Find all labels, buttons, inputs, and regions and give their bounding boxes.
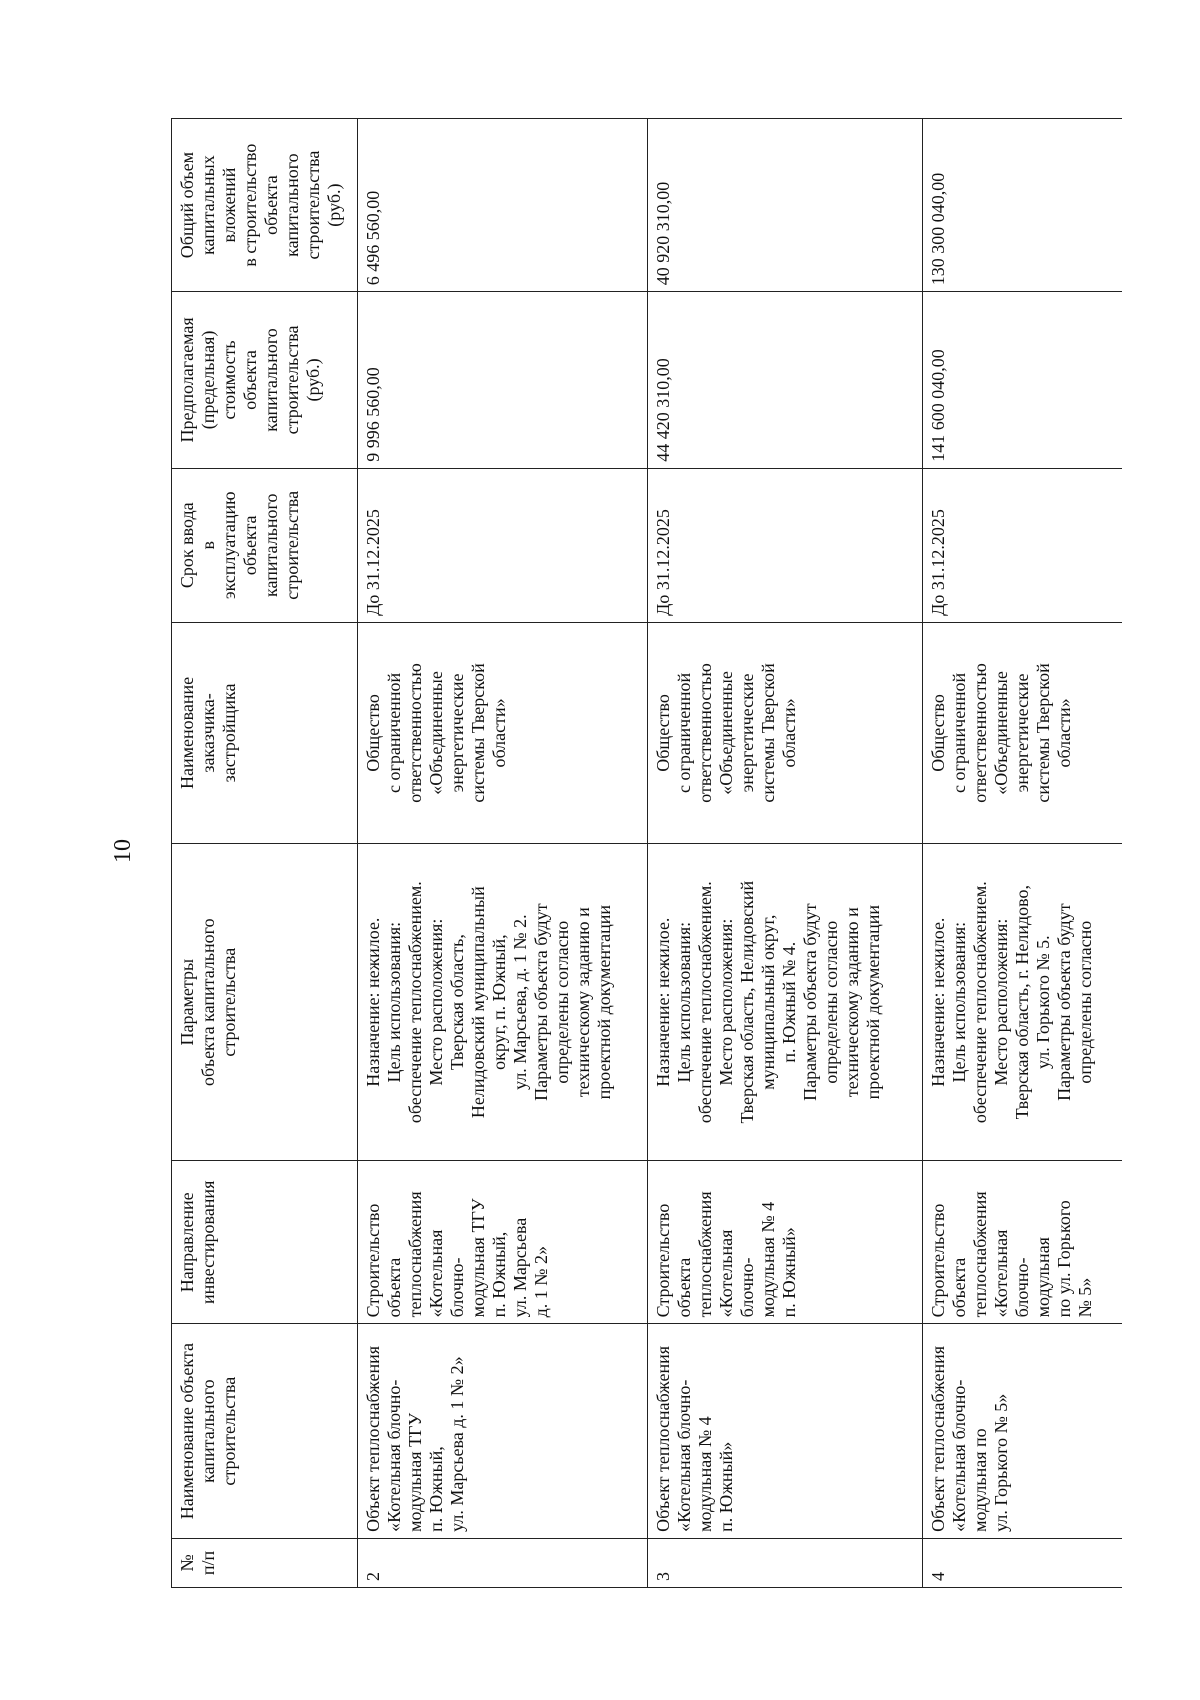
row-params: Назначение: нежилое. Цель использования: обеспечение теплоснабжением. Место расположения: Тверская область, г. Нелидово, ул. Горького № 5. Параметры объекта будут определены согласно (923, 844, 1123, 1161)
rotated-table-wrapper (171, 118, 1122, 1588)
row-num: 4 (923, 1538, 1123, 1587)
row-direction: Строительство объекта теплоснабжения «Котельная блочно- модульная ТГУ п. Южный, ул. Марсьева д. 1 № 2» (358, 1161, 648, 1324)
header-params: Параметры объекта капитального строительства (172, 844, 358, 1161)
row-object-name: Объект теплоснабжения «Котельная блочно- модульная ТГУ п. Южный, ул. Марсьева д. 1 № 2» (358, 1324, 648, 1538)
row-direction: Строительство объекта теплоснабжения «Котельная блочно- модульная по ул. Горького № 5» (923, 1161, 1123, 1324)
row-investment: 6 496 560,00 (358, 119, 648, 292)
row-cost: 9 996 560,00 (358, 292, 648, 469)
table-container (171, 118, 1122, 1588)
header-investment: Общий объем капитальных вложений в строительство объекта капитального строительства (руб.) (172, 119, 358, 292)
row-direction: Строительство объекта теплоснабжения «Котельная блочно- модульная № 4 п. Южный» (648, 1161, 923, 1324)
row-deadline: До 31.12.2025 (358, 468, 648, 622)
table-row (358, 119, 648, 1588)
row-num: 3 (648, 1538, 923, 1587)
row-investment: 40 920 310,00 (648, 119, 923, 292)
row-deadline: До 31.12.2025 (648, 468, 923, 622)
row-investment: 130 300 040,00 (923, 119, 1123, 292)
capital-construction-table (171, 118, 1122, 1588)
header-deadline: Срок ввода в эксплуатацию объекта капитального строительства (172, 468, 358, 622)
header-direction: Направление инвестирования (172, 1161, 358, 1324)
row-cost: 141 600 040,00 (923, 292, 1123, 469)
page-number: 10 (110, 839, 136, 863)
row-params: Назначение: нежилое. Цель использования: обеспечение теплоснабжением. Место расположения: Тверская область, Нелидовский муниципальный округ, п. Южный, ул. Марсьева, д. 1 № 2. Параметры объекта будут определены согласно техническому заданию и проектной документации (358, 844, 648, 1161)
row-num: 2 (358, 1538, 648, 1587)
table-row (648, 119, 923, 1588)
row-object-name: Объект теплоснабжения «Котельная блочно- модульная по ул. Горького № 5» (923, 1324, 1123, 1538)
row-deadline: До 31.12.2025 (923, 468, 1123, 622)
row-customer: Общество с ограниченной ответственностью «Объединенные энергетические системы Тверской области» (358, 622, 648, 843)
header-row (172, 119, 358, 1588)
row-cost: 44 420 310,00 (648, 292, 923, 469)
row-params: Назначение: нежилое. Цель использования: обеспечение теплоснабжением. Место расположения: Тверская область, Нелидовский муниципальный округ, п. Южный № 4. Параметры объекта будут определены согласно техническому заданию и проектной документации (648, 844, 923, 1161)
header-object-name: Наименование объекта капитального строительства (172, 1324, 358, 1538)
table-row (923, 119, 1123, 1588)
header-customer: Наименование заказчика- застройщика (172, 622, 358, 843)
row-customer: Общество с ограниченной ответственностью «Объединенные энергетические системы Тверской области» (648, 622, 923, 843)
header-num: № п/п (172, 1538, 358, 1587)
row-object-name: Объект теплоснабжения «Котельная блочно- модульная № 4 п. Южный» (648, 1324, 923, 1538)
row-customer: Общество с ограниченной ответственностью «Объединенные энергетические системы Тверской области» (923, 622, 1123, 843)
header-cost: Предполагаемая (предельная) стоимость объекта капитального строительства (руб.) (172, 292, 358, 469)
